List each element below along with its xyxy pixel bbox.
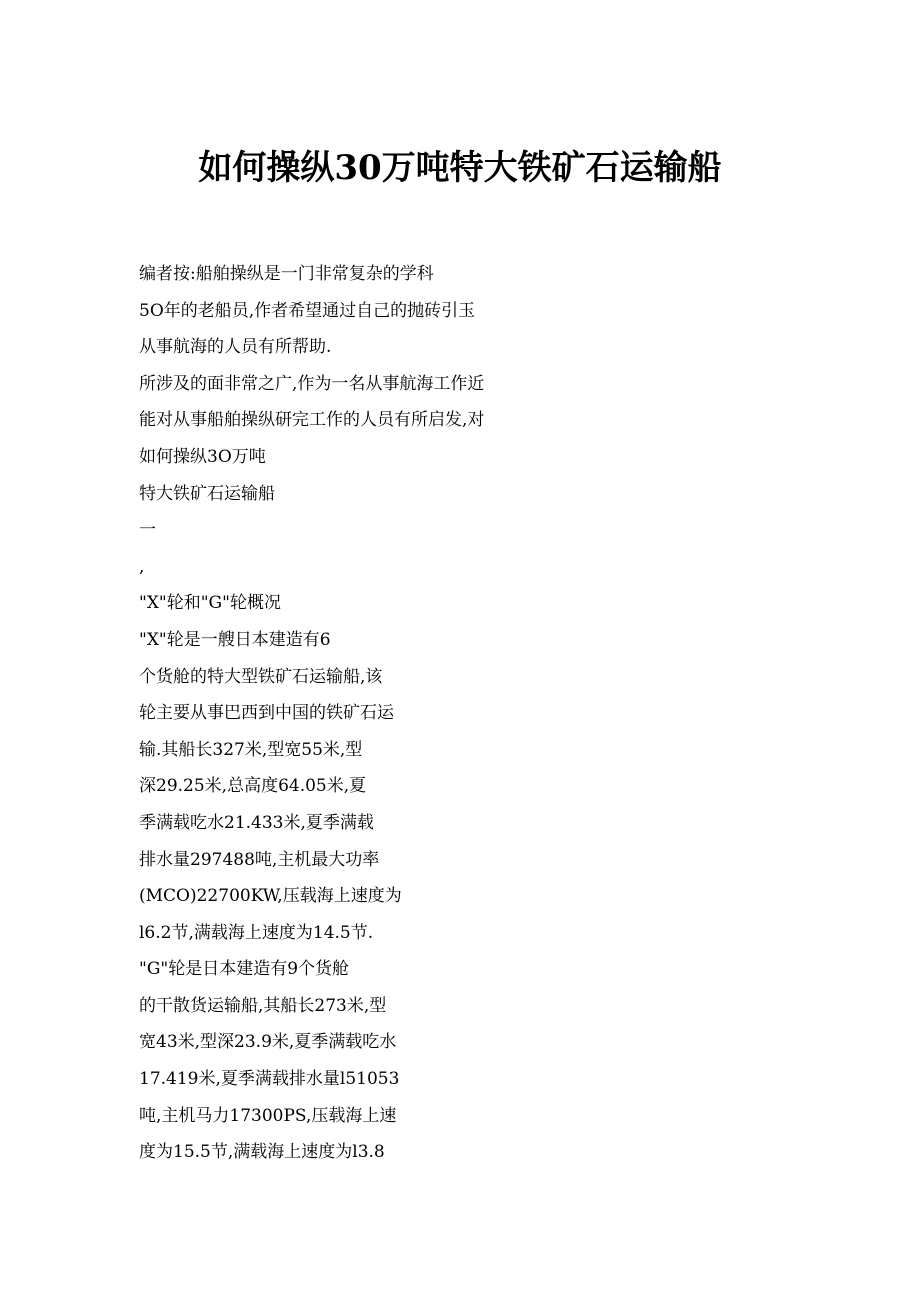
text-line: l6.2节,满载海上速度为14.5节.: [139, 922, 374, 943]
text-line: 吨,主机马力17300PS,压载海上速: [139, 1105, 397, 1126]
text-line: (MCO)22700KW,压载海上速度为: [139, 886, 402, 907]
text-line: "G"轮是日本建造有9个货舱: [139, 959, 350, 980]
document-body: [139, 256, 819, 1171]
text-line: 编者按:船舶操纵是一门非常复杂的学科: [139, 264, 434, 284]
text-line: "X"轮是一艘日本建造有6: [139, 629, 331, 650]
text-line: "X"轮和"G"轮概况: [139, 593, 281, 614]
text-line: 输.其船长327米,型宽55米,型: [139, 739, 363, 760]
text-line: 季满载吃水21.433米,夏季满载: [139, 812, 374, 833]
text-line: 如何操纵3O万吨: [139, 446, 266, 467]
text-line: 从事航海的人员有所帮助.: [139, 337, 332, 358]
text-line: 宽43米,型深23.9米,夏季满载吃水: [139, 1032, 397, 1053]
text-line: 排水量297488吨,主机最大功率: [139, 849, 380, 870]
text-line: 一: [139, 520, 156, 541]
text-line: 的干散货运输船,其船长273米,型: [139, 995, 387, 1016]
page-title: 如何操纵30万吨特大铁矿石运输船: [198, 148, 722, 188]
text-line: 能对从事船舶操纵研完工作的人员有所启发,对: [139, 410, 485, 431]
text-line: 深29.25米,总高度64.05米,夏: [139, 776, 367, 797]
text-line: 特大铁矿石运输船: [139, 483, 275, 504]
text-line: 17.419米,夏季满载排水量l51053: [139, 1069, 400, 1090]
text-line: 个货舱的特大型铁矿石运输船,该: [139, 666, 383, 687]
text-line: 度为15.5节,满载海上速度为l3.8: [139, 1142, 385, 1163]
text-line: ,: [139, 556, 145, 577]
text-line: 轮主要从事巴西到中国的铁矿石运: [139, 703, 394, 724]
text-line: 5O年的老船员,作者希望通过自己的抛砖引玉: [139, 300, 476, 321]
text-line: 所涉及的面非常之广,作为一名从事航海工作近: [139, 373, 485, 394]
